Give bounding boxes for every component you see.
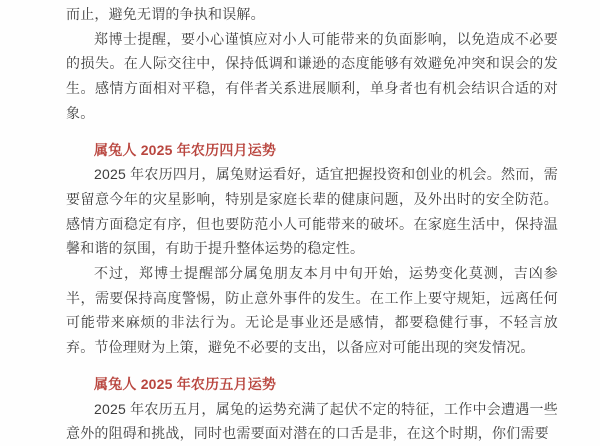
section-heading-april: 属兔人 2025 年农历四月运势 [94,141,277,158]
may-paragraph-1: 2025 年农历五月，属兔的运势充满了起伏不定的特征，工作中会遭遇一些意外的阻碍和挑战，同时也需要面对潜在的口舌是非，在这个时期，你们需要 [66,400,558,442]
intro-paragraph: 郑博士提醒，要小心谨慎应对小人可能带来的负面影响，以免造成不必要的损失。在人际交往中，保持低调和谦逊的态度能够有效避免冲突和误会的发生。感情方面相对平稳，有伴者关系进展顺利，单身者也有机会结识合适的对象。 [66,30,558,121]
april-paragraph-2: 不过，郑博士提醒部分属兔朋友本月中旬开始，运势变化莫测，吉凶参半，需要保持高度警惕，防止意外事件的发生。在工作上要守规矩，远离任何可能带来麻烦的非法行为。无论是事业还是感情，都要稳健行事，不轻言放弃。节俭理财为上策，避免不必要的支出，以备应对可能出现的突发情况。 [66,265,558,356]
intro-continuation-line: 而止，避免无谓的争执和误解。 [66,6,265,22]
section-heading-may: 属兔人 2025 年农历五月运势 [94,375,277,392]
april-paragraph-1: 2025 年农历四月，属兔财运看好，适宜把握投资和创业的机会。然而，需要留意今年的灾星影响，特别是家庭长辈的健康问题，及外出时的安全防范。感情方面稳定有序，但也要防范小人可能带来的破坏。在家庭生活中，保持温馨和谐的氛围，有助于提升整体运势的稳定性。 [66,166,558,257]
